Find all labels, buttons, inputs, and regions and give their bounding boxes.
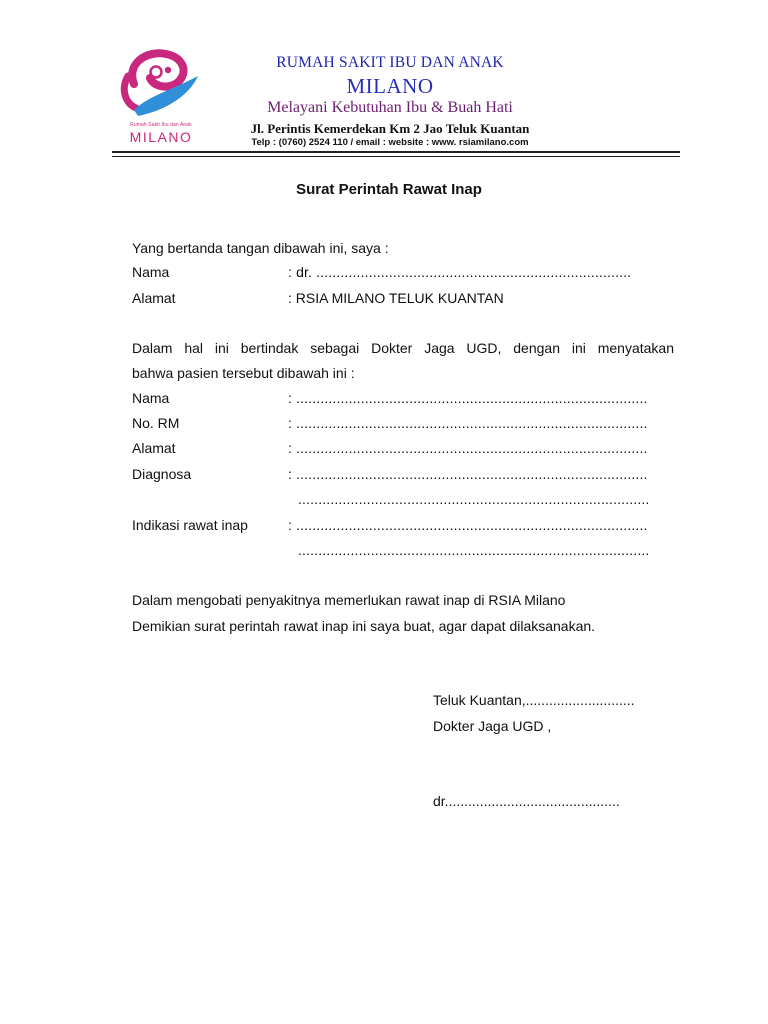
- logo-wordmark: MILANO: [129, 129, 193, 145]
- document-title: Surat Perintah Rawat Inap: [296, 181, 482, 198]
- closing-line-2: Demikian surat perintah rawat inap ini saya buat, agar dapat dilaksanakan.: [132, 618, 596, 634]
- patient-diagnosis-field-cont: .......................................................................................: [298, 491, 650, 507]
- signature-place-date: Teluk Kuantan,............................: [433, 692, 635, 708]
- hospital-contact: Telp : (0760) 2524 110 / email : website : www. rsiamilano.com: [251, 137, 529, 148]
- patient-rm-field: : .......................................................................................: [288, 415, 648, 431]
- patient-address-label: Alamat: [132, 440, 176, 456]
- patient-address-field: : .......................................................................................: [288, 440, 648, 456]
- statement-line-2: bahwa pasien tersebut dibawah ini :: [132, 365, 355, 381]
- doctor-address-value: : RSIA MILANO TELUK KUANTAN: [288, 290, 504, 306]
- letterhead-divider-thin: [112, 156, 680, 157]
- inpatient-indication-field: : .......................................................................................: [288, 517, 648, 533]
- letterhead-divider: [112, 151, 680, 153]
- patient-rm-label: No. RM: [132, 415, 180, 431]
- doctor-name-field: : dr. ..............................................................................: [288, 264, 632, 280]
- hospital-type: RUMAH SAKIT IBU DAN ANAK: [276, 54, 504, 71]
- inpatient-indication-label: Indikasi rawat inap: [132, 517, 248, 533]
- hospital-address: Jl. Perintis Kemerdekan Km 2 Jao Teluk Kuantan: [250, 121, 530, 136]
- inpatient-indication-field-cont: .......................................................................................: [298, 542, 650, 558]
- hospital-tagline: Melayani Kebutuhan Ibu & Buah Hati: [267, 99, 513, 116]
- intro-text: Yang bertanda tangan dibawah ini, saya :: [132, 240, 389, 256]
- patient-name-label: Nama: [132, 390, 170, 406]
- hospital-name: MILANO: [346, 74, 434, 98]
- doctor-name-label: Nama: [132, 264, 170, 280]
- logo-caption: Rumah Sakit Ibu dan Anak: [130, 122, 192, 128]
- signature-role: Dokter Jaga UGD ,: [433, 718, 552, 734]
- doctor-address-label: Alamat: [132, 290, 176, 306]
- closing-line-1: Dalam mengobati penyakitnya memerlukan rawat inap di RSIA Milano: [132, 592, 566, 608]
- patient-diagnosis-label: Diagnosa: [132, 466, 192, 482]
- signature-name-field: dr.............................................: [433, 793, 620, 809]
- patient-name-field: : .......................................................................................: [288, 390, 648, 406]
- patient-diagnosis-field: : .......................................................................................: [288, 466, 648, 482]
- statement-line-1: Dalam hal ini bertindak sebagai Dokter Jaga UGD, dengan ini menyatakan: [132, 340, 674, 356]
